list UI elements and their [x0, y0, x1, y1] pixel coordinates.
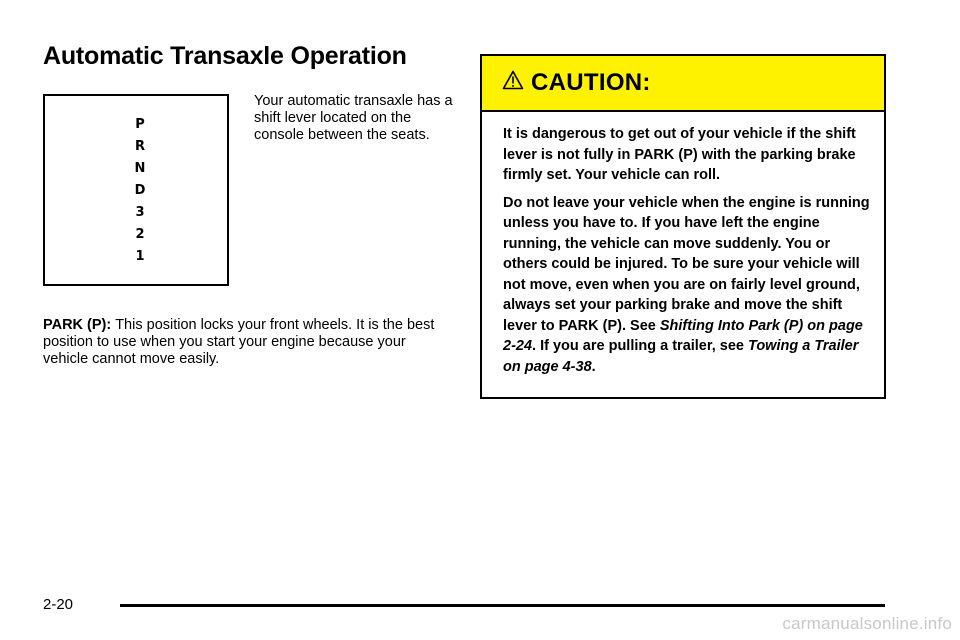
caution-body	[482, 112, 884, 377]
caution-paragraph-1: It is dangerous to get out of your vehicle if the shift lever is not fully in PARK (P) with the parking brake firmly set. Your vehicle can roll.	[503, 126, 856, 183]
gear-label: D	[134, 183, 146, 198]
page-title: Automatic Transaxle Operation	[43, 42, 407, 70]
caution-box	[480, 54, 886, 399]
footer-divider	[120, 604, 885, 607]
towing-trailer-reference[interactable]: Towing a Trailer on page 4-38	[503, 338, 859, 375]
gear-label: P	[135, 117, 145, 132]
shift-pattern-figure	[43, 94, 229, 286]
intro-paragraph: Your automatic transaxle has a shift lever located on the console between the seats.	[254, 93, 453, 143]
page-number: 2-20	[43, 596, 74, 613]
watermark: carmanualsonline.info	[782, 614, 952, 633]
park-label: PARK (P):	[43, 317, 112, 333]
gear-label: 1	[135, 249, 145, 264]
gear-label: R	[134, 139, 145, 154]
gear-label: 2	[135, 227, 145, 242]
caution-header	[482, 56, 884, 112]
park-paragraph	[43, 317, 443, 368]
shifting-into-park-reference[interactable]: Shifting Into Park (P) on page 2-24	[503, 317, 863, 354]
caution-title: CAUTION:	[531, 69, 651, 96]
caution-paragraph-2	[503, 193, 870, 378]
caution-text: . If you are pulling a trailer, see	[532, 338, 748, 354]
park-text: This position locks your front wheels. It is the best position to use when you start your engine because your vehicle cannot move easily.	[43, 317, 435, 367]
gear-label: 3	[135, 205, 145, 220]
caution-text: .	[591, 358, 596, 375]
caution-text: Do not leave your vehicle when the engine is running unless you have to. If you have left the engine running, the vehicle can move suddenly. You or others could be injured. To be sure your vehicle will not move, even when you are on fairly level ground, always set your parking brake and move the shift lever to PARK (P). See	[503, 194, 870, 334]
warning-triangle-icon	[502, 70, 524, 90]
gear-label: N	[134, 161, 146, 176]
gear-list	[133, 114, 147, 268]
